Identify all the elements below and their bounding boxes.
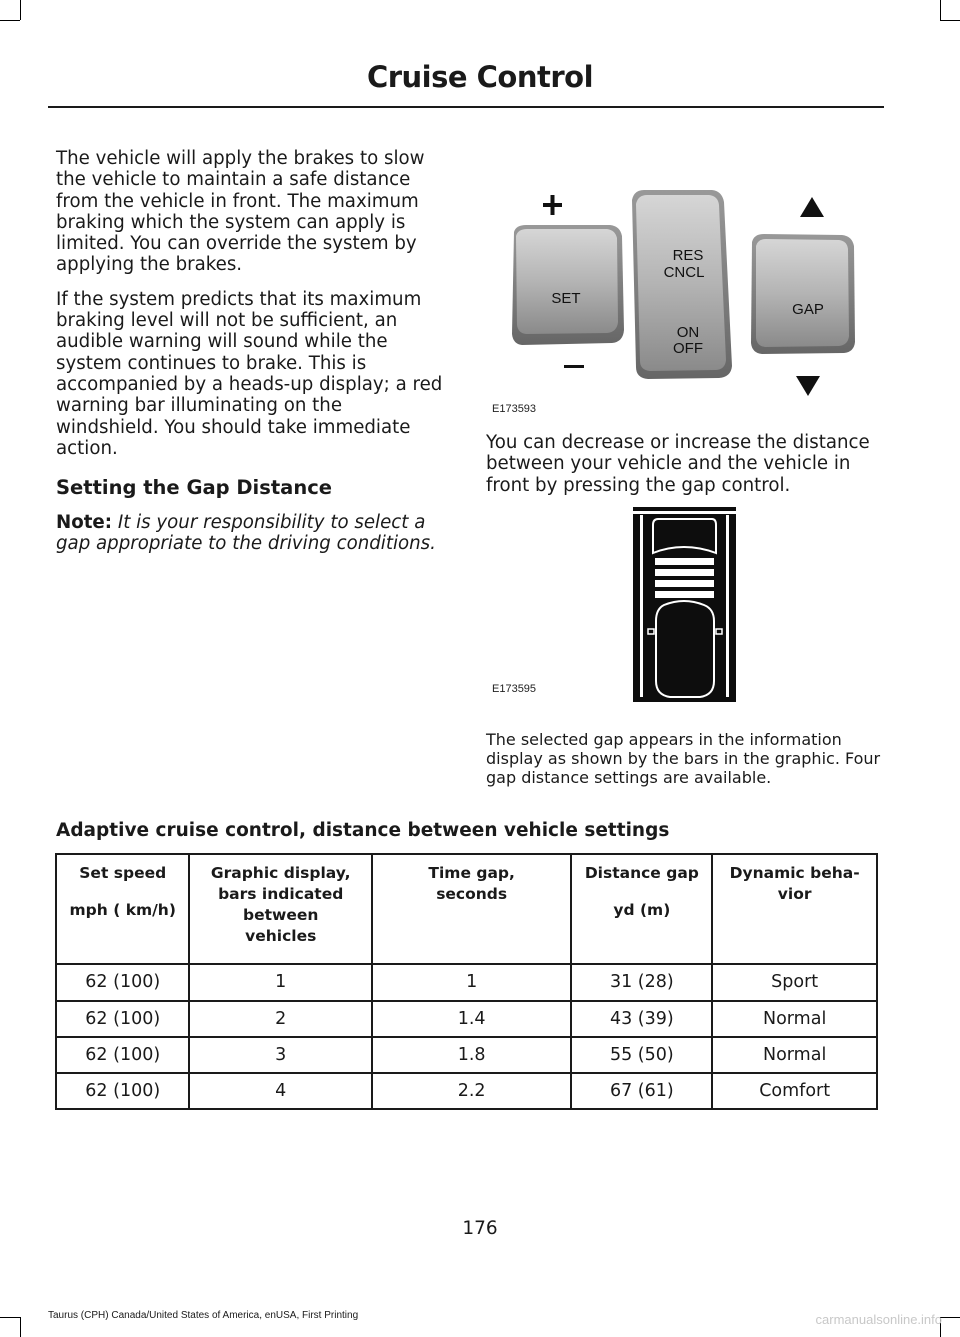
cell-behavior: Comfort <box>712 1073 877 1109</box>
cell-set-speed: 62 (100) <box>56 1001 189 1037</box>
cruise-buttons-figure <box>486 180 886 420</box>
note-text: It is your responsibility to select a gap appropriate to the driving conditions. <box>56 512 436 555</box>
set-button[interactable] <box>512 225 624 345</box>
cncl-label: CNCL <box>663 264 705 281</box>
crop-mark-top-right-v <box>940 0 941 20</box>
cell-distance-gap: 67 (61) <box>571 1073 712 1109</box>
table-row <box>56 1001 877 1037</box>
crop-mark-bottom-right-h <box>940 1317 960 1318</box>
cell-bars: 4 <box>189 1073 371 1109</box>
minus-icon <box>564 365 584 368</box>
header-set-speed-label: Set speed <box>79 864 167 882</box>
left-column <box>56 148 448 568</box>
table-row <box>56 1073 877 1109</box>
gap-display-figure <box>486 505 886 705</box>
paragraph-brake-apply: The vehicle will apply the brakes to slow the vehicle to maintain a safe distance from the vehicle in front. The maximum braking which the system can apply is limited. You can override the system by applying the brakes. <box>56 148 425 276</box>
header-set-speed-unit: mph ( km/h) <box>69 901 176 919</box>
cell-time-gap: 1.4 <box>372 1001 571 1037</box>
on-label: ON <box>676 324 700 341</box>
crop-mark-top-right-h <box>940 20 960 21</box>
gap-button-label: GAP <box>792 301 824 318</box>
table-row <box>56 964 877 1001</box>
header-set-speed <box>56 854 189 964</box>
cell-distance-gap: 31 (28) <box>571 964 712 1001</box>
gap-bar <box>655 558 714 565</box>
header-time-gap-label: Time gap, seconds <box>428 864 515 903</box>
watermark[interactable]: carmanualsonline.info <box>815 1312 942 1327</box>
page-number: 176 <box>462 1218 498 1239</box>
header-graphic-display-label: Graphic display, bars indicated between vehicles <box>210 864 351 945</box>
gap-settings-table <box>55 853 878 1110</box>
table-title: Adaptive cruise control, distance between vehicle settings <box>56 820 670 841</box>
footer-text: Taurus (CPH) Canada/United States of America, enUSA, First Printing <box>48 1310 359 1321</box>
note <box>56 512 448 555</box>
table-row <box>56 1037 877 1073</box>
cell-set-speed: 62 (100) <box>56 1073 189 1109</box>
plus-icon <box>543 195 562 215</box>
res-cncl-onoff-button[interactable] <box>632 190 732 379</box>
header-rule <box>48 106 884 108</box>
header-dynamic-behavior-label: Dynamic beha- vior <box>729 864 860 903</box>
crop-mark-top-left-h <box>0 20 20 21</box>
header-time-gap <box>372 854 571 964</box>
crop-mark-top-left-v <box>20 0 21 20</box>
paragraph-gap-control: You can decrease or increase the distance between your vehicle and the vehicle in front by pressing the gap control. <box>486 432 870 496</box>
cell-time-gap: 2.2 <box>372 1073 571 1109</box>
cell-behavior: Sport <box>712 964 877 1001</box>
cell-bars: 1 <box>189 964 371 1001</box>
arrow-up-icon <box>800 197 824 217</box>
section-heading: Setting the Gap Distance <box>56 476 332 500</box>
cell-time-gap: 1.8 <box>372 1037 571 1073</box>
right-column <box>486 432 886 509</box>
paragraph-warning: If the system predicts that its maximum braking level will not be sufficient, an audible warning will sound while the system continues to brake. This is accompanied by a heads-up display; a red warning bar illuminating on the windshield. You should take immediate action. <box>56 288 443 459</box>
gap-bar <box>655 569 714 576</box>
note-label: Note: <box>56 512 113 534</box>
header-graphic-display <box>189 854 371 964</box>
right-column-lower <box>486 714 886 803</box>
figure-code: E173593 <box>492 403 537 415</box>
header-distance-gap-label: Distance gap <box>584 864 699 882</box>
cell-set-speed: 62 (100) <box>56 964 189 1001</box>
cell-distance-gap: 55 (50) <box>571 1037 712 1073</box>
page-title: Cruise Control <box>366 60 594 94</box>
crop-mark-bottom-left-v <box>20 1317 21 1337</box>
set-button-label: SET <box>551 290 581 307</box>
cell-bars: 3 <box>189 1037 371 1073</box>
gap-display-illustration <box>486 505 886 705</box>
header-dynamic-behavior <box>712 854 877 964</box>
header-distance-gap <box>571 854 712 964</box>
table-header-row <box>56 854 877 964</box>
crop-mark-bottom-left-h <box>0 1317 20 1318</box>
header-distance-gap-unit: yd (m) <box>613 901 671 919</box>
cell-set-speed: 62 (100) <box>56 1037 189 1073</box>
res-label: RES <box>672 247 704 264</box>
gap-bar <box>655 591 714 598</box>
figure-code: E173595 <box>492 683 537 695</box>
cell-bars: 2 <box>189 1001 371 1037</box>
cell-time-gap: 1 <box>372 964 571 1001</box>
cell-behavior: Normal <box>712 1001 877 1037</box>
gap-bar <box>655 580 714 587</box>
cell-distance-gap: 43 (39) <box>571 1001 712 1037</box>
cruise-buttons-illustration <box>486 180 886 420</box>
gap-button[interactable] <box>751 234 855 354</box>
off-label: OFF <box>673 340 703 357</box>
cell-behavior: Normal <box>712 1037 877 1073</box>
arrow-down-icon <box>796 376 820 396</box>
paragraph-gap-settings: The selected gap appears in the information display as shown by the bars in the graphic. Four gap distance settings are available. <box>486 730 881 787</box>
